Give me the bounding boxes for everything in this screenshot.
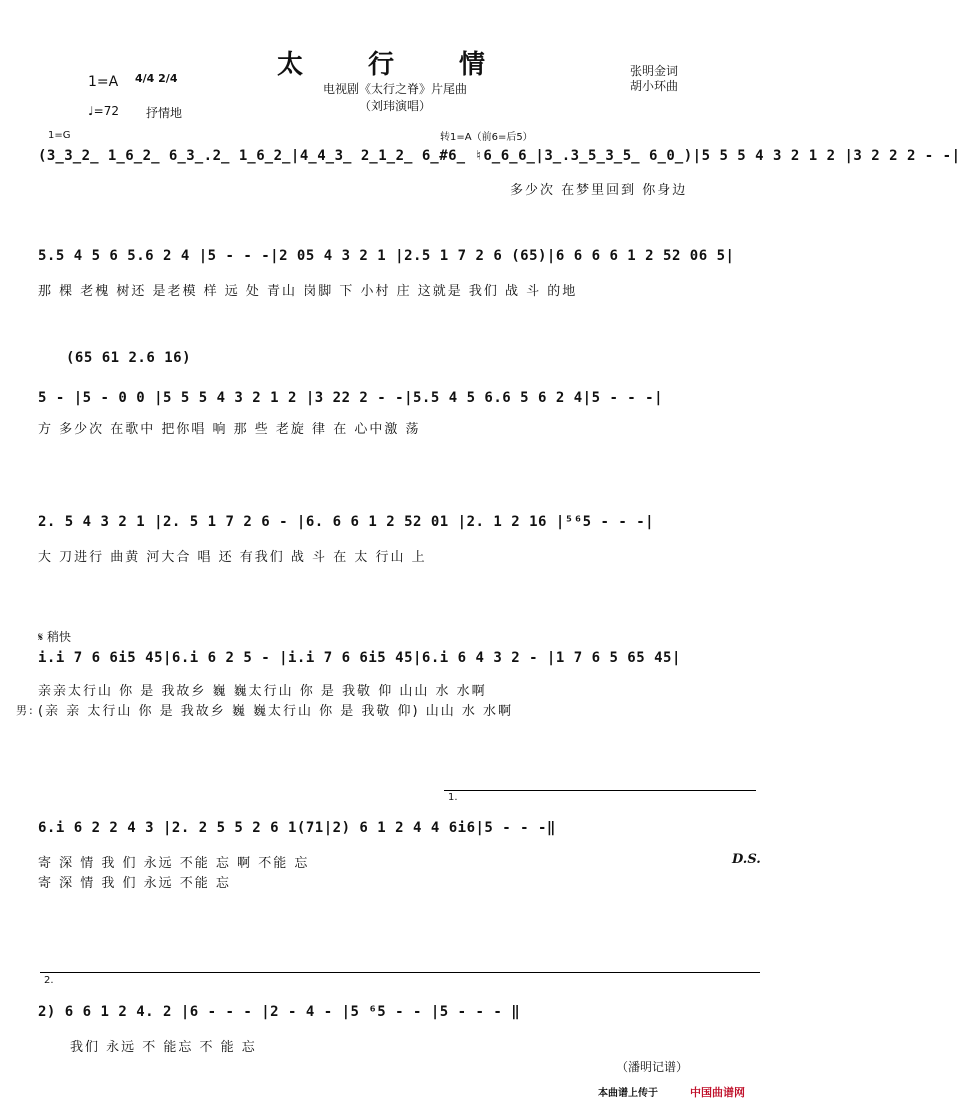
- volta-2-bracket: [40, 972, 760, 973]
- notation-line-1: (3̲3̲2̲ 1̲6̲2̲ 6̲3̲.2̲ 1̲6̲2̲|4̲4̲3̲ 2̲1̲2̲ 6̲#6̲ ♮6̲6̲6̲|3̲.3̲5̲3̲5̲ 6̲0̲)|5 5 5 4 3 2 1 2 |3 2 2 2 - -|: [38, 148, 961, 164]
- lyrics-line-2: 那 棵 老槐 树还 是老模 样 远 处 青山 岗脚 下 小村 庄 这就是 我们 战 斗 的地: [38, 284, 578, 299]
- notation-line-2: 5.5 4 5 6 5.6 2 4 |5 - - -|2 05 4 3 2 1 |2.5 1 7 2 6 (65)|6 6 6 6 1 2 52 06 5|: [38, 248, 735, 264]
- key-change-a: 转1=A（前6=后5）: [440, 132, 533, 143]
- dal-segno: D.S.: [732, 852, 761, 867]
- notation-line-6: 6.i 6 2 2 4 3 |2. 2 5 5 2 6 1(71|2) 6 1 2 4 4 6i6|5 - - -‖: [38, 820, 556, 836]
- lyrics-line-5b: (亲 亲 太行山 你 是 我故乡 巍 巍太行山 你 是 我敬 仰) 山山 水 水啊: [38, 704, 513, 719]
- lyrics-line-1: 多少次 在梦里回到 你身边: [510, 183, 688, 198]
- lyrics-line-5: 亲亲太行山 你 是 我故乡 巍 巍太行山 你 是 我敬 仰 山山 水 水啊: [38, 684, 487, 699]
- expression-marking: 抒情地: [146, 106, 183, 120]
- score-subtitle: 电视剧《太行之脊》片尾曲: [322, 82, 467, 96]
- notation-line-4: 2. 5 4 3 2 1 |2. 5 1 7 2 6 - |6. 6 6 1 2 52 01 |2. 1 2 16 |⁵⁶5 - - -|: [38, 514, 655, 530]
- notation-line-7: 2) 6 6 1 2 4. 2 |6 - - - |2 - 4 - |5 ⁶5 - - |5 - - - ‖: [38, 1004, 521, 1020]
- transcriber-credit: （潘明记谱）: [616, 1060, 689, 1074]
- volta-2-label: 2.: [44, 975, 54, 986]
- tempo-marking: ♩=72: [88, 104, 119, 118]
- notation-line-3-upper: (65 61 2.6 16): [66, 350, 192, 366]
- upload-note: 本曲谱上传于: [598, 1088, 658, 1099]
- lyrics-line-3: 方 多少次 在歌中 把你唱 响 那 些 老旋 律 在 心中激 荡: [38, 422, 421, 437]
- key-signature: 1=A: [88, 74, 119, 90]
- score-title: 太 行 情: [276, 50, 514, 80]
- notation-line-3: 5 - |5 - 0 0 |5 5 5 4 3 2 1 2 |3 22 2 - -|5.5 4 5 6.6 5 6 2 4|5 - - -|: [38, 390, 664, 406]
- lyrics-line-7: 我们 永远 不 能忘 不 能 忘: [70, 1040, 257, 1055]
- lyrics-2-label: 男:: [16, 704, 35, 717]
- notation-line-5: i.i 7 6 6i5 45|6.i 6 2 5 - |i.i 7 6 6i5 45|6.i 6 4 3 2 - |1 7 6 5 65 45|: [38, 650, 681, 666]
- volta-1-label: 1.: [448, 792, 458, 803]
- segno-marker: 𝄋 稍快: [38, 630, 71, 644]
- lyrics-line-4: 大 刀进行 曲黄 河大合 唱 还 有我们 战 斗 在 太 行山 上: [38, 550, 427, 565]
- composer-credit: 胡小环曲: [630, 79, 679, 93]
- time-signature: 4/4 2/4: [135, 72, 178, 85]
- lyrics-line-6: 寄 深 情 我 们 永远 不能 忘 啊 不能 忘: [38, 856, 310, 871]
- singer-credit: （刘玮演唱）: [358, 99, 431, 113]
- lyricist-credit: 张明金词: [630, 64, 679, 78]
- key-change-g: 1=G: [48, 130, 71, 141]
- site-logo: 中国曲谱网: [690, 1086, 745, 1099]
- lyrics-line-6b: 寄 深 情 我 们 永远 不能 忘: [38, 876, 231, 891]
- volta-1-bracket: [444, 790, 756, 791]
